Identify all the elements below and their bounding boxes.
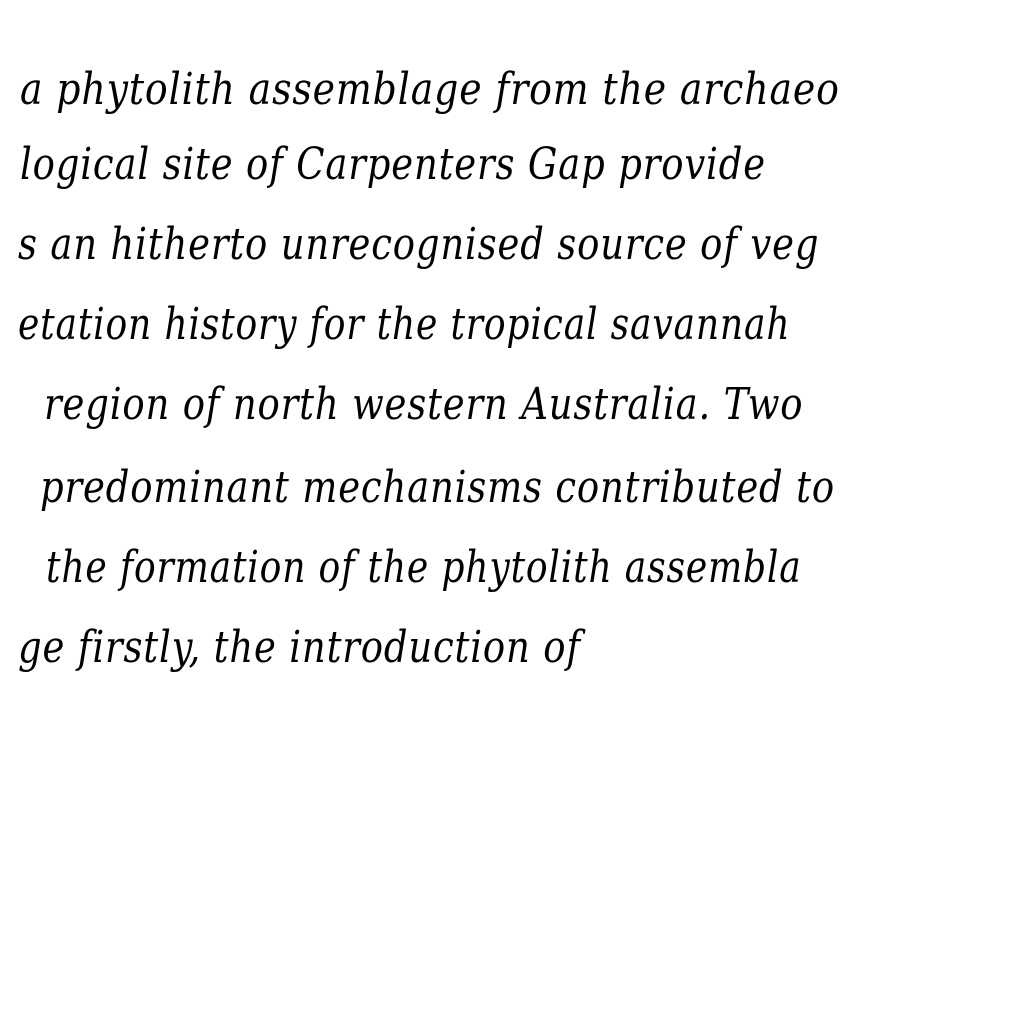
- text-line-2: logical site of Carpenters Gap provide: [20, 139, 766, 190]
- text-line-1: a phytolith assemblage from the archaeo: [20, 64, 840, 115]
- text-line-6: predominant mechanisms contributed to: [40, 462, 835, 513]
- text-line-5: region of north western Australia. Two: [44, 379, 804, 430]
- text-line-4: etation history for the tropical savannah: [18, 299, 791, 350]
- text-line-3: s an hitherto unrecognised source of veg: [18, 219, 820, 270]
- text-line-8: ge firstly, the introduction of: [18, 622, 581, 673]
- text-line-7: the formation of the phytolith assembla: [46, 542, 802, 593]
